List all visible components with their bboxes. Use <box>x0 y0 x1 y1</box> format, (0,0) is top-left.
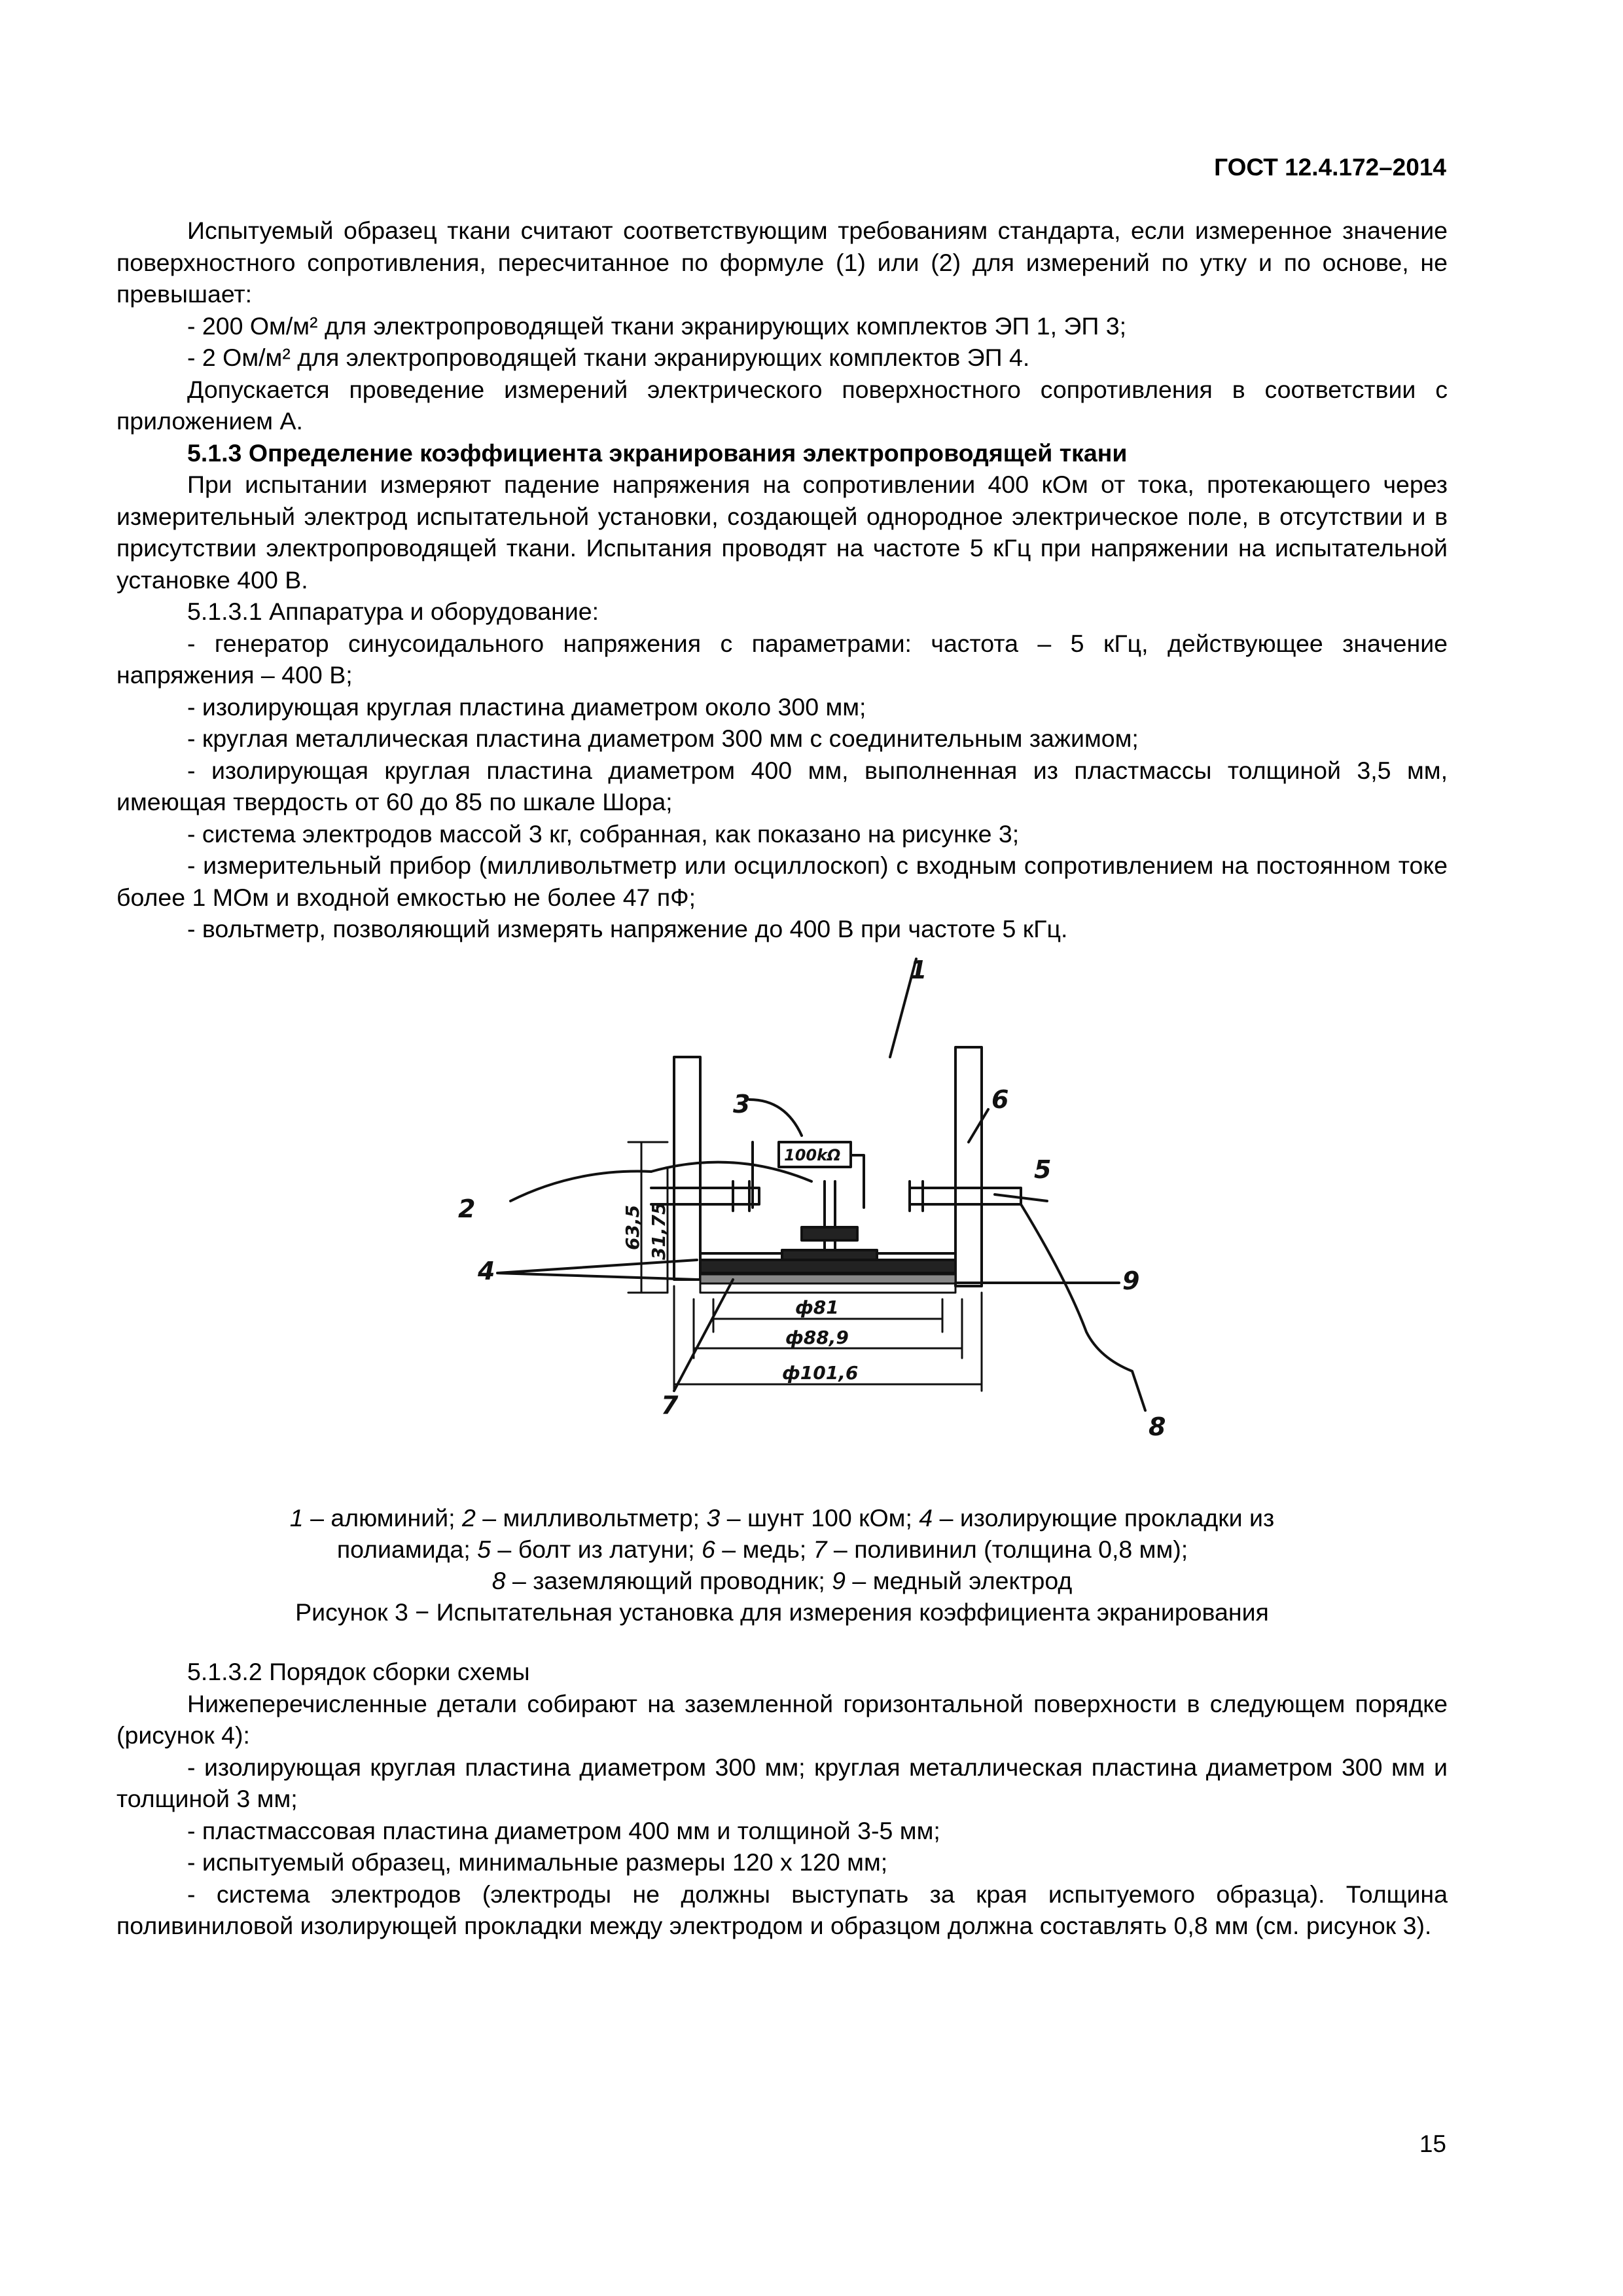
callout-4: 4 <box>478 1257 495 1285</box>
page-number: 15 <box>1419 2130 1446 2157</box>
list-item: - изолирующая круглая пластина диаметром около 300 мм; <box>187 692 866 721</box>
callout-6: 6 <box>991 1085 1009 1114</box>
list-item: - изолирующая круглая пластина диаметром 400 мм, выполненная из пластмассы толщиной 3,5 мм, имеющая твердость от 60 до 85 по шкале Шора; <box>116 756 1448 816</box>
paragraph: Допускается проведение измерений электрического поверхностного сопротивления в соответствии с приложением А. <box>116 375 1448 435</box>
callout-3: 3 <box>733 1090 751 1119</box>
insulating-spacer <box>700 1260 955 1273</box>
list-item: - изолирующая круглая пластина диаметром 300 мм; круглая металлическая пластина диаметром 300 мм и толщиной 3 мм; <box>116 1753 1448 1812</box>
list-item: - испытуемый образец, минимальные размеры 120 х 120 мм; <box>187 1848 888 1876</box>
dim-d1: ф81 <box>795 1297 839 1318</box>
paragraph: Нижеперечисленные детали собирают на заземленной горизонтальной поверхности в следующем порядке (рисунок 4): <box>116 1689 1448 1749</box>
list-item: - система электродов (электроды не должны выступать за края испытуемого образца). Толщина поливиниловой изолирующей прокладки между электродом и образцом должна составлять 0,8 мм (см. рисунок 3). <box>116 1880 1448 1939</box>
copper-electrode <box>700 1283 955 1293</box>
pvc-layer <box>700 1274 955 1283</box>
callout-5: 5 <box>1034 1155 1052 1184</box>
subsection-heading: 5.1.3.1 Аппаратура и оборудование: <box>187 598 599 625</box>
figure-caption <box>116 1502 1448 1628</box>
legend-line-3: 8 – заземляющий проводник; 9 – медный электрод <box>491 1567 1073 1594</box>
list-item: - система электродов массой 3 кг, собранная, как показано на рисунке 3; <box>187 819 1020 848</box>
callout-9: 9 <box>1122 1266 1140 1295</box>
list-item: - круглая металлическая пластина диаметром 300 мм с соединительным зажимом; <box>187 725 1139 752</box>
document-header: ГОСТ 12.4.172–2014 <box>1214 154 1446 181</box>
list-item: - 2 Ом/м² для электропроводящей ткани экранирующих комплектов ЭП 4. <box>187 344 1030 371</box>
callout-2: 2 <box>458 1194 476 1223</box>
dim-d2: ф88,9 <box>785 1327 849 1348</box>
callout-8: 8 <box>1149 1412 1166 1441</box>
callout-7: 7 <box>661 1391 679 1420</box>
resistor-label: 100kΩ <box>784 1146 841 1164</box>
dim-height-2: 31,75 <box>648 1202 669 1260</box>
list-item: - генератор синусоидального напряжения с параметрами: частота – 5 кГц, действующее значение напряжения – 400 В; <box>116 629 1448 689</box>
legend-line-1: 1 – алюминий; 2 – милливольтметр; 3 – шунт 100 кОм; 4 – изолирующие прокладки из <box>289 1504 1275 1532</box>
section-heading: 5.1.3 Определение коэффициента экранирования электропроводящей ткани <box>187 439 1128 467</box>
list-item: - вольтметр, позволяющий измерять напряжение до 400 В при частоте 5 кГц. <box>187 915 1068 942</box>
housing-left-wall <box>674 1057 700 1280</box>
test-setup-drawing <box>393 952 1191 1496</box>
housing-right-wall <box>955 1047 982 1286</box>
paragraph: Испытуемый образец ткани считают соответствующим требованиям стандарта, если измеренное значение поверхностного сопротивления, пересчитанное по формуле (1) или (2) для измерений по утку и по основе, не превышает: <box>116 217 1448 308</box>
figure-callouts <box>458 956 1166 1441</box>
body-text-top <box>116 215 1448 945</box>
body-text-bottom <box>116 1656 1448 1942</box>
paragraph: При испытании измеряют падение напряжения на сопротивлении 400 кОм от тока, протекающего через измерительный электрод испытательной установки, создающей однородное электрическое поле, в отсутствии и в присутствии электропроводящей ткани. Испытания проводят на частоте 5 кГц при напряжении на испытательной установке 400 В. <box>116 471 1448 594</box>
subsection-heading: 5.1.3.2 Порядок сборки схемы <box>187 1658 530 1685</box>
figure-title: Рисунок 3 − Испытательная установка для измерения коэффициента экранирования <box>295 1598 1269 1626</box>
list-item: - пластмассовая пластина диаметром 400 мм и толщиной 3-5 мм; <box>187 1816 940 1844</box>
figure-test-setup <box>393 952 1191 1496</box>
legend-line-2: полиамида; 5 – болт из латуни; 6 – медь; 7 – поливинил (толщина 0,8 мм); <box>336 1535 1188 1563</box>
dim-d3: ф101,6 <box>782 1362 859 1384</box>
dim-height-1: 63,5 <box>622 1204 643 1250</box>
list-item: - 200 Ом/м² для электропроводящей ткани экранирующих комплектов ЭП 1, ЭП 3; <box>187 312 1127 340</box>
list-item: - измерительный прибор (милливольтметр или осциллоскоп) с входным сопротивлением на постоянном токе более 1 МОм и входной емкостью не более 47 пФ; <box>116 852 1448 911</box>
callout-1: 1 <box>910 956 927 984</box>
